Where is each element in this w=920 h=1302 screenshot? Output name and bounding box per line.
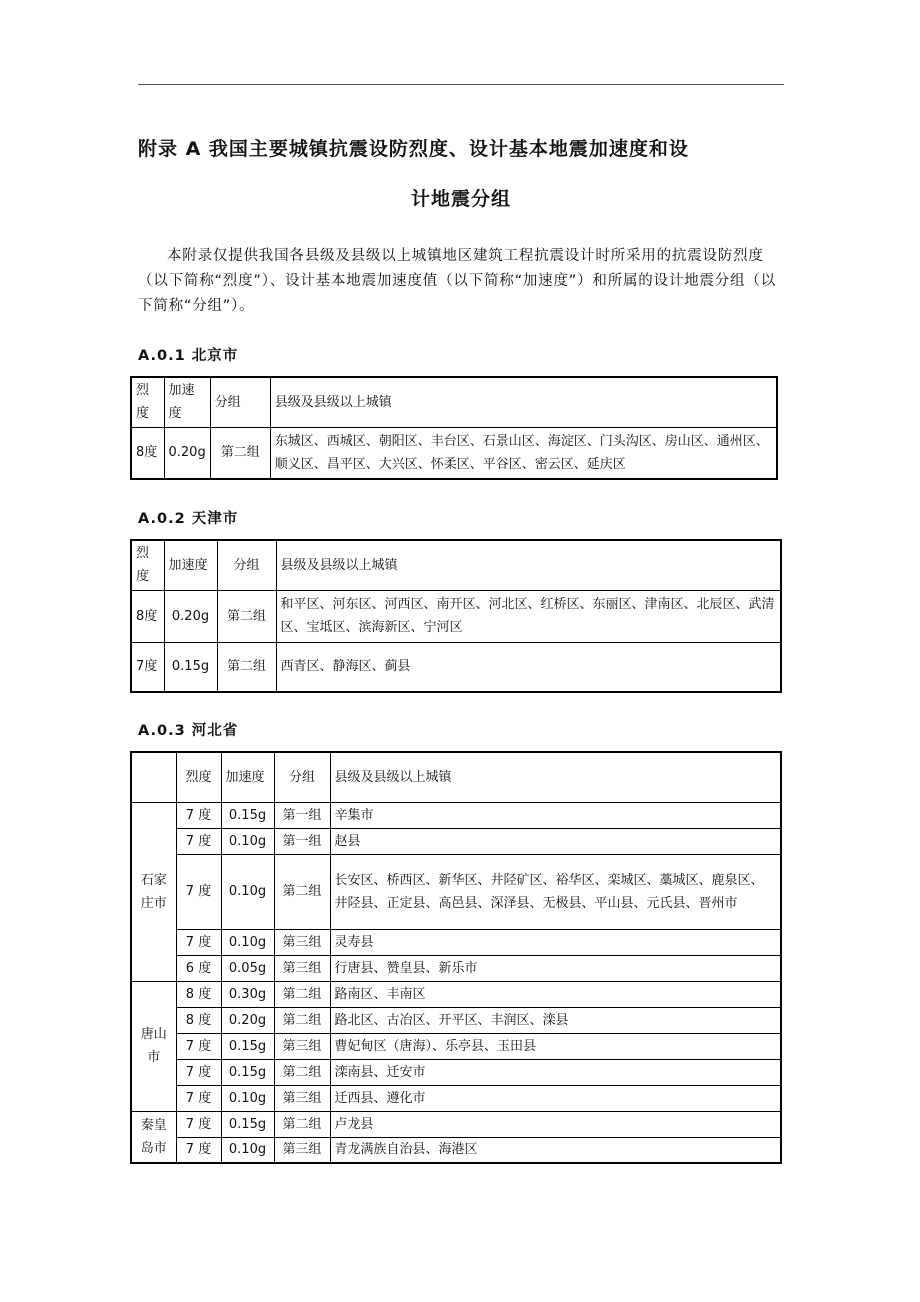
- table-row: [131, 828, 781, 854]
- cell-towns: 和平区、河东区、河西区、南开区、河北区、红桥区、东丽区、津南区、北辰区、武清区、宝坻区、滨海新区、宁河区: [276, 590, 781, 642]
- cell-intensity: 7度: [131, 642, 164, 692]
- cell-group: 第二组: [217, 642, 276, 692]
- cell-towns: 卢龙县: [330, 1111, 781, 1137]
- cell-accel: 0.10g: [221, 854, 274, 929]
- table-row: [131, 1033, 781, 1059]
- cell-accel: 0.20g: [164, 590, 217, 642]
- cell-accel: 0.15g: [221, 1111, 274, 1137]
- table-row: [131, 1111, 781, 1137]
- city-name-tangshan: 唐山市: [131, 981, 176, 1111]
- header-city: [131, 752, 176, 802]
- table-row: [131, 1007, 781, 1033]
- cell-group: 第三组: [274, 955, 330, 981]
- table-row: [131, 590, 781, 642]
- cell-group: 第二组: [217, 590, 276, 642]
- table-tianjin: [130, 539, 782, 693]
- cell-towns: 赵县: [330, 828, 781, 854]
- intro-text: 本附录仅提供我国各县级及县级以上城镇地区建筑工程抗震设计时所采用的抗震设防烈度（以下简称“烈度”）、设计基本地震加速度值（以下简称“加速度”）和所属的设计地震分组（以下简称“分组”）。: [138, 248, 776, 314]
- section-heading-tianjin: A.0.2 天津市: [138, 511, 239, 527]
- cell-towns: 曹妃甸区（唐海）、乐亭县、玉田县: [330, 1033, 781, 1059]
- cell-intensity: 6 度: [176, 955, 221, 981]
- header-intensity: 烈度: [176, 752, 221, 802]
- table-header-row: [131, 540, 781, 590]
- cell-accel: 0.15g: [164, 642, 217, 692]
- cell-group: 第一组: [274, 802, 330, 828]
- cell-group: 第三组: [274, 1137, 330, 1163]
- cell-towns: 路南区、丰南区: [330, 981, 781, 1007]
- section-heading-beijing: A.0.1 北京市: [138, 348, 239, 364]
- cell-group: 第三组: [274, 1033, 330, 1059]
- header-accel: 加速度: [164, 377, 210, 427]
- header-accel: 加速度: [221, 752, 274, 802]
- cell-group: 第二组: [210, 427, 270, 479]
- cell-towns: 灵寿县: [330, 929, 781, 955]
- cell-accel: 0.10g: [221, 929, 274, 955]
- cell-towns: 东城区、西城区、朝阳区、丰台区、石景山区、海淀区、门头沟区、房山区、通州区、顺义区、昌平区、大兴区、怀柔区、平谷区、密云区、延庆区: [270, 427, 777, 479]
- cell-intensity: 8度: [131, 590, 164, 642]
- cell-accel: 0.10g: [221, 1085, 274, 1111]
- table-row: [131, 1059, 781, 1085]
- cell-intensity: 7 度: [176, 1137, 221, 1163]
- cell-intensity: 7 度: [176, 1033, 221, 1059]
- intro-paragraph: [138, 244, 784, 319]
- cell-intensity: 8度: [131, 427, 164, 479]
- table-row: [131, 955, 781, 981]
- cell-accel: 0.20g: [164, 427, 210, 479]
- cell-towns: 路北区、古冶区、开平区、丰润区、滦县: [330, 1007, 781, 1033]
- header-towns: 县级及县级以上城镇: [330, 752, 781, 802]
- header-rule: [138, 84, 784, 85]
- cell-intensity: 7 度: [176, 929, 221, 955]
- table-row: [131, 929, 781, 955]
- cell-intensity: 7 度: [176, 854, 221, 929]
- cell-towns: 西青区、静海区、蓟县: [276, 642, 781, 692]
- header-group: 分组: [210, 377, 270, 427]
- table-row: [131, 427, 777, 479]
- cell-accel: 0.15g: [221, 802, 274, 828]
- cell-intensity: 7 度: [176, 828, 221, 854]
- cell-intensity: 7 度: [176, 802, 221, 828]
- table-row: [131, 981, 781, 1007]
- appendix-title-line1: 附录 A 我国主要城镇抗震设防烈度、设计基本地震加速度和设: [138, 138, 689, 160]
- header-group: 分组: [274, 752, 330, 802]
- cell-group: 第二组: [274, 981, 330, 1007]
- cell-towns: 辛集市: [330, 802, 781, 828]
- appendix-title-line2: 计地震分组: [410, 188, 511, 210]
- cell-accel: 0.05g: [221, 955, 274, 981]
- cell-intensity: 7 度: [176, 1085, 221, 1111]
- cell-group: 第三组: [274, 1085, 330, 1111]
- header-towns: 县级及县级以上城镇: [276, 540, 781, 590]
- table-header-row: [131, 752, 781, 802]
- cell-group: 第二组: [274, 1059, 330, 1085]
- city-name-shijiazhuang: 石家庄市: [131, 802, 176, 981]
- table-row: [131, 1137, 781, 1163]
- table-row: [131, 802, 781, 828]
- cell-towns: 行唐县、赞皇县、新乐市: [330, 955, 781, 981]
- cell-group: 第一组: [274, 828, 330, 854]
- table-row: [131, 642, 781, 692]
- header-towns: 县级及县级以上城镇: [270, 377, 777, 427]
- city-name-qinhuangdao: 秦皇岛市: [131, 1111, 176, 1163]
- cell-accel: 0.30g: [221, 981, 274, 1007]
- header-intensity: 烈度: [131, 377, 164, 427]
- table-hebei: [130, 751, 782, 1164]
- cell-towns: 青龙满族自治县、海港区: [330, 1137, 781, 1163]
- cell-group: 第二组: [274, 1007, 330, 1033]
- cell-accel: 0.15g: [221, 1059, 274, 1085]
- cell-intensity: 8 度: [176, 1007, 221, 1033]
- table-header-row: [131, 377, 777, 427]
- cell-intensity: 7 度: [176, 1059, 221, 1085]
- cell-intensity: 7 度: [176, 1111, 221, 1137]
- cell-group: 第二组: [274, 854, 330, 929]
- table-beijing: [130, 376, 778, 480]
- section-heading-hebei: A.0.3 河北省: [138, 723, 239, 739]
- cell-accel: 0.10g: [221, 828, 274, 854]
- cell-towns: 长安区、桥西区、新华区、井陉矿区、裕华区、栾城区、藁城区、鹿泉区、井陉县、正定县、高邑县、深泽县、无极县、平山县、元氏县、晋州市: [330, 854, 781, 929]
- cell-accel: 0.15g: [221, 1033, 274, 1059]
- cell-accel: 0.10g: [221, 1137, 274, 1163]
- table-row: [131, 854, 781, 929]
- cell-group: 第三组: [274, 929, 330, 955]
- cell-group: 第二组: [274, 1111, 330, 1137]
- cell-intensity: 8 度: [176, 981, 221, 1007]
- cell-towns: 迁西县、遵化市: [330, 1085, 781, 1111]
- cell-accel: 0.20g: [221, 1007, 274, 1033]
- header-group: 分组: [217, 540, 276, 590]
- table-row: [131, 1085, 781, 1111]
- header-accel: 加速度: [164, 540, 217, 590]
- header-intensity: 烈度: [131, 540, 164, 590]
- cell-towns: 滦南县、迁安市: [330, 1059, 781, 1085]
